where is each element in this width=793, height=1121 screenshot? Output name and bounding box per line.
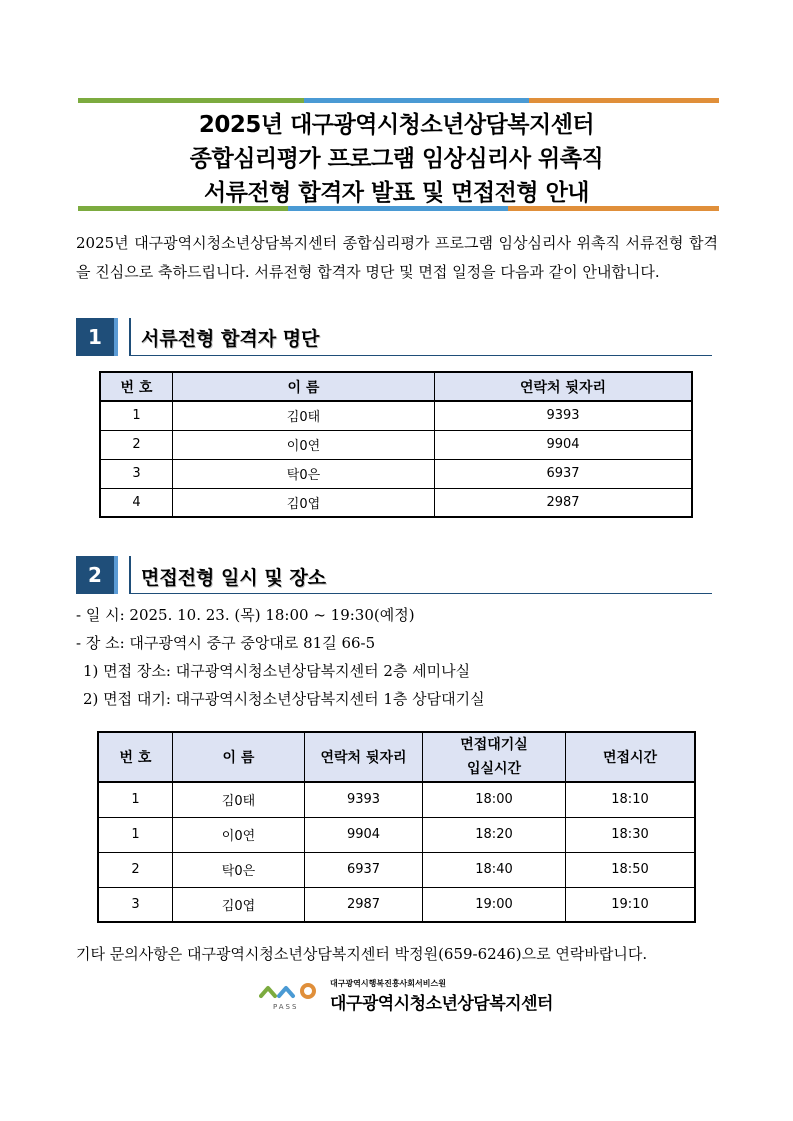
header-name: 이 름 xyxy=(173,732,305,782)
info-waiting-room: 2) 면접 대기: 대구광역시청소년상담복지센터 1층 상담대기실 xyxy=(83,690,485,708)
header-name: 이 름 xyxy=(173,372,435,401)
info-datetime: - 일 시: 2025. 10. 23. (목) 18:00 ~ 19:30(예정) xyxy=(76,606,415,624)
table-row xyxy=(100,401,692,430)
cell-number: 1 xyxy=(98,782,173,817)
cell-number: 4 xyxy=(100,488,173,517)
bottom-color-bar xyxy=(78,206,719,211)
table-row xyxy=(100,459,692,488)
cell-name: 김0태 xyxy=(173,401,435,430)
cell-name: 이0연 xyxy=(173,817,305,852)
cell-phone: 9904 xyxy=(435,430,693,459)
cell-phone: 6937 xyxy=(305,852,423,887)
interview-schedule-table xyxy=(97,731,696,923)
logo-center-name: 대구광역시청소년상담복지센터 xyxy=(330,994,553,1014)
logo-org-name: 대구광역시행복진흥사회서비스원 xyxy=(330,979,446,988)
header-entry-time: 입실시간 xyxy=(466,761,522,777)
pass-logo-text: PASS xyxy=(273,1003,299,1011)
pass-logo xyxy=(259,978,323,1012)
cell-interview-time: 18:30 xyxy=(566,817,696,852)
cell-name: 김0엽 xyxy=(173,488,435,517)
section-1-underline xyxy=(129,355,712,356)
contact-note: 기타 문의사항은 대구광역시청소년상담복지센터 박정원(659-6246)으로 연락바랍니다. xyxy=(76,945,648,963)
cell-number: 2 xyxy=(98,852,173,887)
info-interview-room: 1) 면접 장소: 대구광역시청소년상담복지센터 2층 세미나실 xyxy=(83,662,471,680)
cell-interview-time: 18:10 xyxy=(566,782,696,817)
section-1-number: 1 xyxy=(76,318,118,356)
cell-name: 탁0은 xyxy=(173,852,305,887)
table-row xyxy=(100,430,692,459)
cell-phone: 9393 xyxy=(305,782,423,817)
cell-phone: 6937 xyxy=(435,459,693,488)
header-waiting-room: 면접대기실 xyxy=(460,737,528,753)
cell-name: 이0연 xyxy=(173,430,435,459)
cell-name: 김0엽 xyxy=(173,887,305,922)
cell-number: 1 xyxy=(100,401,173,430)
section-2-underline xyxy=(129,593,712,594)
title-line-2: 종합심리평가 프로그램 임상심리사 위촉직 xyxy=(189,146,604,172)
cell-entry-time: 18:20 xyxy=(423,817,566,852)
section-1-divider xyxy=(129,318,131,356)
info-location: - 장 소: 대구광역시 중구 중앙대로 81길 66-5 xyxy=(76,634,376,652)
cell-entry-time: 18:00 xyxy=(423,782,566,817)
table-row xyxy=(98,782,695,817)
intro-paragraph: 2025년 대구광역시청소년상담복지센터 종합심리평가 프로그램 임상심리사 위촉직 서류전형 합격을 진심으로 축하드립니다. 서류전형 합격자 명단 및 면접 일정을 다음과 같이 안내합니다. xyxy=(76,234,718,281)
table-row xyxy=(100,488,692,517)
section-2-title: 면접전형 일시 및 장소 xyxy=(141,567,327,589)
table-row xyxy=(98,887,695,922)
cell-number: 2 xyxy=(100,430,173,459)
cell-interview-time: 19:10 xyxy=(566,887,696,922)
header-phone: 연락처 뒷자리 xyxy=(435,372,693,401)
section-1-title: 서류전형 합격자 명단 xyxy=(141,328,320,350)
cell-number: 1 xyxy=(98,817,173,852)
cell-phone: 2987 xyxy=(305,887,423,922)
header-interview-time: 면접시간 xyxy=(566,732,696,782)
cell-phone: 2987 xyxy=(435,488,693,517)
header-number: 번 호 xyxy=(100,372,173,401)
section-2-divider xyxy=(129,556,131,594)
header-waiting-entry xyxy=(423,732,566,782)
top-color-bar xyxy=(78,98,719,103)
table-row xyxy=(98,817,695,852)
passer-table xyxy=(99,371,693,518)
header-number: 번 호 xyxy=(98,732,173,782)
cell-entry-time: 18:40 xyxy=(423,852,566,887)
title-line-1: 2025년 대구광역시청소년상담복지센터 xyxy=(198,112,595,138)
section-2-number: 2 xyxy=(76,556,118,594)
cell-name: 김0태 xyxy=(173,782,305,817)
cell-entry-time: 19:00 xyxy=(423,887,566,922)
cell-phone: 9904 xyxy=(305,817,423,852)
cell-number: 3 xyxy=(98,887,173,922)
title-line-3: 서류전형 합격자 발표 및 면접전형 안내 xyxy=(203,180,590,206)
cell-phone: 9393 xyxy=(435,401,693,430)
header-phone: 연락처 뒷자리 xyxy=(305,732,423,782)
table-row xyxy=(98,852,695,887)
cell-interview-time: 18:50 xyxy=(566,852,696,887)
cell-name: 탁0은 xyxy=(173,459,435,488)
pass-logo-icon xyxy=(259,978,323,1012)
cell-number: 3 xyxy=(100,459,173,488)
